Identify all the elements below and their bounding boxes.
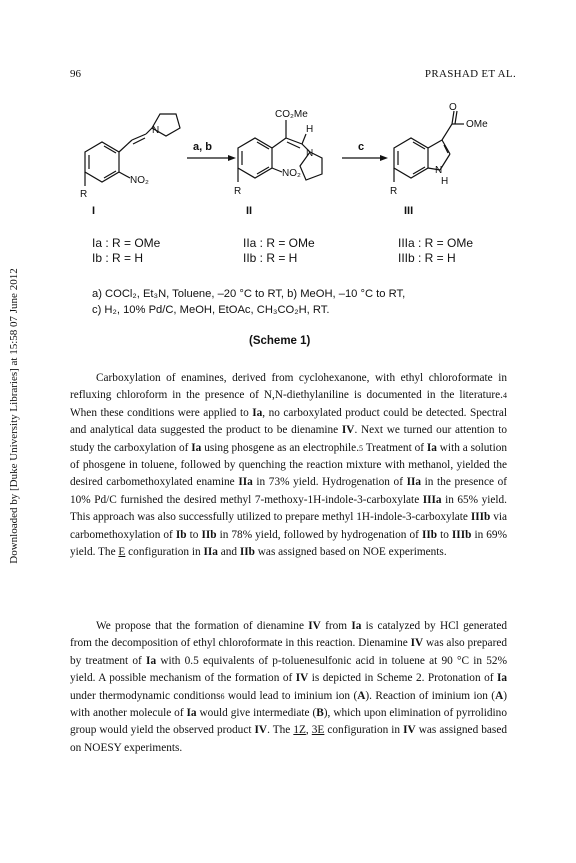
p2-compound-IV-1: IV: [308, 620, 321, 632]
p2-text-5: with 0.5 equivalents of p-toluenesulfonic acid in toluene at 90 °C in 52% yield. A possible mechanism of the formation of: [70, 654, 507, 685]
compound-III-n-label: N: [435, 165, 443, 176]
p2-intermediate-B: B: [316, 707, 324, 720]
compound-III-label: III: [404, 205, 414, 217]
p2-text-9: ). Reaction of iminium ion (: [365, 689, 496, 702]
page-number: 96: [70, 68, 81, 80]
compound-II-r-label: R: [234, 186, 242, 197]
compound-III-ome-label: OMe: [466, 119, 488, 130]
substituent-Ib: Ib : R = H: [92, 251, 144, 265]
substituents-II: [243, 236, 315, 266]
p1-compound-IIIb-1: IIIb: [470, 511, 491, 524]
p2-intermediate-A-1: A: [357, 689, 366, 702]
arrow-c-label: c: [358, 141, 365, 153]
p2-text-2: from: [320, 620, 352, 632]
p1-compound-IIb-2: IIb: [421, 528, 438, 541]
paragraph-2: [70, 618, 507, 757]
p1-compound-IV: IV: [341, 424, 355, 437]
compound-II-n-label: N: [306, 148, 314, 159]
compound-II-h-label: H: [306, 124, 314, 135]
substituent-IIIa: IIIa : R = OMe: [398, 236, 474, 250]
p2-text-15: configuration in: [324, 724, 404, 737]
p1-compound-IIIb-2: IIIb: [451, 528, 472, 541]
conditions-line-1: a) COCl₂, Et₃N, Toluene, –20 °C to RT, b) MeOH, –10 °C to RT,: [92, 288, 406, 300]
compound-I-r-label: R: [80, 189, 88, 200]
scheme-1-structures: [60, 100, 530, 230]
compound-I-label: I: [92, 205, 96, 217]
compound-I-n-label: N: [152, 125, 160, 136]
p2-compound-Ia-2: Ia: [146, 654, 157, 667]
scheme-title: (Scheme 1): [249, 335, 311, 347]
paragraph-1: [70, 370, 507, 561]
p2-text-3: is catalyzed by HCl generated from the decomposition of ethyl chloroformate in this reaction. Dienamine: [70, 620, 507, 650]
download-watermark: [4, 220, 20, 620]
p2-text-14: ,: [305, 724, 312, 737]
arrow-ab-label: a, b: [193, 141, 212, 153]
compound-III-h-label: H: [441, 176, 449, 187]
p1-text-15: in 69% yield. The: [70, 528, 507, 559]
running-head: PRASHAD ET AL.: [424, 68, 516, 80]
reference-6: 6: [220, 691, 225, 701]
p2-compound-Ia-3: Ia: [496, 672, 507, 685]
compound-III-r-label: R: [390, 186, 398, 197]
p2-compound-IV-4: IV: [254, 724, 268, 737]
p1-text-10: in 65% yield. This approach was also successfully utilized to prepare methyl 1H-indole-3-carboxylate: [70, 493, 507, 524]
p1-compound-Ia-3: Ia: [426, 441, 437, 454]
substituents-III: [398, 236, 473, 266]
reaction-conditions: [92, 286, 405, 318]
substituent-Ia: Ia : R = OMe: [92, 236, 161, 250]
p1-text-18: was assigned based on NOE experiments.: [254, 546, 447, 559]
p1-text-16: configuration in: [125, 546, 204, 559]
p1-text-3: , no carboxylated product could be detected. Spectral and analytical data suggested the product to be dienamine: [70, 406, 507, 437]
compound-III-structure: [394, 111, 464, 182]
p1-compound-IIa-1: IIa: [238, 476, 253, 489]
p2-compound-IV-3: IV: [295, 672, 309, 685]
compound-II-label: II: [246, 205, 253, 217]
p2-compound-IV-5: IV: [403, 724, 416, 737]
substituent-IIb: IIb : R = H: [243, 251, 298, 265]
p2-text-13: . The: [267, 724, 294, 737]
p1-compound-IIb-1: IIb: [201, 528, 217, 541]
paragraph-1-text: [70, 370, 507, 561]
p2-text-6: is depicted in Scheme 2. Protonation of: [308, 672, 497, 685]
p1-compound-IIIa: IIIa: [422, 493, 442, 506]
p1-text-1: Carboxylation of enamines, derived from cyclohexanone, with ethyl chloroformate in refluxing chloroform in the presence of N,N-diethylaniline is documented in the literature.: [70, 372, 507, 402]
p2-text-8: would lead to iminium ion (: [224, 689, 358, 702]
p1-text-8: in 73% yield. Hydrogenation of: [252, 476, 407, 489]
p1-compound-Ia-2: Ia: [191, 441, 202, 454]
p1-compound-IIa-2: IIa: [406, 476, 422, 489]
p2-text-11: would give intermediate (: [196, 707, 317, 720]
p1-text-2: When these conditions were applied to: [70, 406, 253, 419]
substituent-IIa: IIa : R = OMe: [243, 236, 315, 250]
compound-II-no2-label: NO₂: [282, 168, 301, 179]
p2-1z-configuration: 1Z: [293, 724, 306, 737]
p2-text-10: ) with another molecule of: [70, 689, 507, 720]
substituents-I: [92, 236, 160, 266]
p1-text-14: to: [437, 528, 452, 541]
p1-e-configuration: E: [118, 546, 126, 559]
p2-text-1: We propose that the formation of dienamine: [96, 620, 309, 632]
p2-compound-Ia-1: Ia: [351, 620, 362, 632]
paragraph-2-text: [70, 618, 507, 757]
p2-text-16: was assigned based on NOESY experiments.: [70, 724, 507, 754]
p1-text-7: with a solution of phosgene in toluene, followed by quenching the reaction mixture with methanol, yielded the desired carbomethoxylated enamine: [70, 441, 508, 489]
p2-text-4: was also prepared by treatment of: [70, 637, 507, 667]
p1-text-13: in 78% yield, followed by hydrogenation of: [216, 528, 422, 541]
p2-compound-Ia-4: Ia: [186, 707, 197, 720]
p1-text-11: via carbomethoxylation of: [70, 511, 507, 541]
arrow-ab: [187, 155, 236, 161]
substituent-IIIb: IIIb : R = H: [398, 251, 456, 265]
p2-text-12: ), which upon elimination of pyrrolidino group would yield the observed product: [70, 707, 507, 737]
compound-III-o-label: O: [449, 102, 457, 113]
arrow-c: [342, 155, 388, 161]
p1-text-12: to: [186, 528, 202, 541]
p2-intermediate-A-2: A: [495, 689, 504, 702]
p1-compound-Ib: Ib: [175, 528, 187, 541]
download-note: Downloaded by [Duke University Libraries] at 15:58 07 June 2012: [8, 268, 20, 564]
reference-4: 4: [503, 391, 507, 401]
compound-II-co2me-label: CO₂Me: [275, 109, 308, 120]
p1-text-17: and: [217, 546, 240, 559]
p2-compound-IV-2: IV: [410, 637, 424, 650]
p1-compound-IIb-3: IIb: [239, 546, 255, 559]
p1-compound-Ia-1: Ia: [252, 406, 263, 419]
p2-text-7: under thermodynamic conditions: [70, 689, 221, 702]
p2-3e-configuration: 3E: [311, 724, 325, 737]
p1-text-6: Treatment of: [363, 441, 427, 454]
conditions-line-2: c) H₂, 10% Pd/C, MeOH, EtOAc, CH₃CO₂H, RT.: [92, 304, 330, 316]
p1-text-4: . Next we turned our attention to study the carboxylation of: [70, 424, 507, 454]
compound-I-no2-label: NO₂: [130, 175, 149, 186]
p1-compound-IIa-3: IIa: [203, 546, 218, 559]
p1-text-9: in the presence of 10% Pd/C furnished the desired methyl 7-methoxy-1H-indole-3-carboxylate: [70, 476, 508, 506]
p1-text-5: using phosgene as an electrophile.: [201, 441, 360, 454]
reference-5: 5: [359, 443, 364, 453]
